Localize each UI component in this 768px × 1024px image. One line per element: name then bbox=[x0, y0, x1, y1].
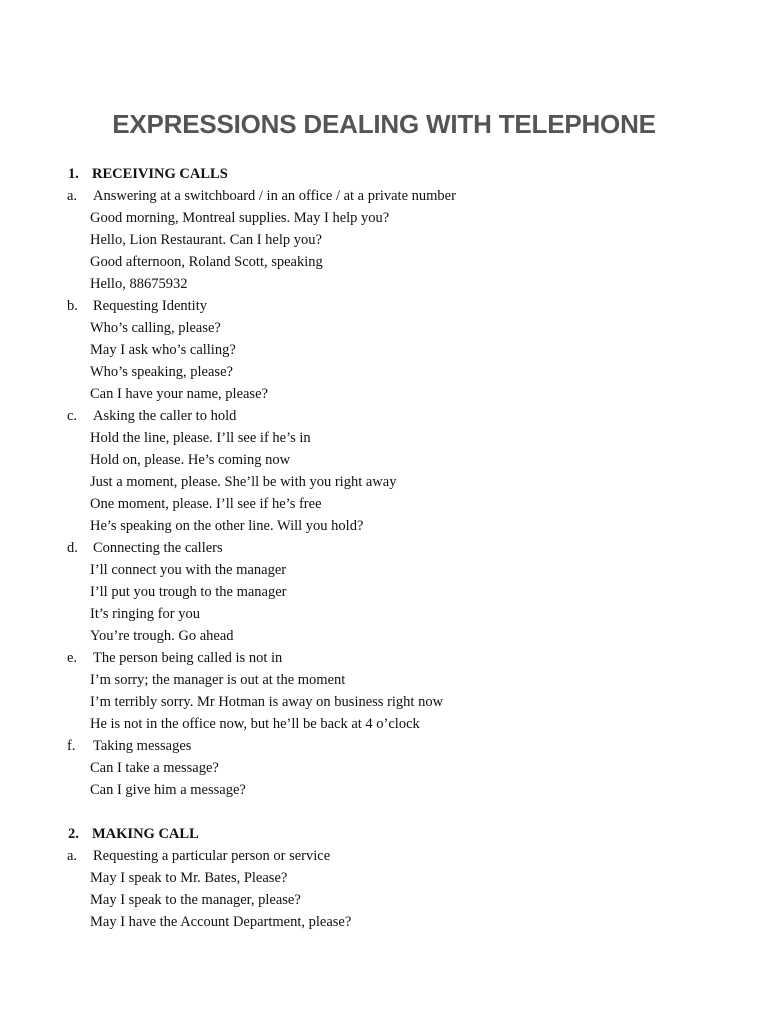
subsection-title: Connecting the callers bbox=[93, 540, 223, 556]
expression-item bbox=[0, 581, 768, 603]
expression-item bbox=[0, 229, 768, 251]
expression-item bbox=[0, 493, 768, 515]
section-heading bbox=[0, 823, 768, 845]
expression-text: I’m terribly sorry. Mr Hotman is away on business right now bbox=[90, 694, 444, 710]
expression-item bbox=[0, 515, 768, 537]
expression-item bbox=[0, 889, 768, 911]
expression-item bbox=[0, 273, 768, 295]
section-number: 2. bbox=[68, 826, 79, 842]
expression-text: Who’s speaking, please? bbox=[90, 364, 233, 380]
subsection-letter: a. bbox=[67, 188, 78, 204]
expression-text: One moment, please. I’ll see if he’s free bbox=[90, 496, 322, 512]
expression-text: Hello, 88675932 bbox=[90, 276, 188, 292]
expression-text: May I speak to the manager, please? bbox=[90, 892, 301, 908]
expression-text: It’s ringing for you bbox=[90, 606, 200, 622]
expression-text: Can I have your name, please? bbox=[90, 386, 268, 402]
expression-item bbox=[0, 427, 768, 449]
expression-item bbox=[0, 669, 768, 691]
expression-item bbox=[0, 559, 768, 581]
subsection-title: Answering at a switchboard / in an office / at a private number bbox=[93, 188, 456, 204]
expression-text: Hold on, please. He’s coming now bbox=[90, 452, 291, 468]
expression-item bbox=[0, 207, 768, 229]
section-heading bbox=[0, 163, 768, 185]
expression-text: He’s speaking on the other line. Will you hold? bbox=[90, 518, 364, 534]
expression-item bbox=[0, 251, 768, 273]
subsection-heading bbox=[0, 185, 768, 207]
subsection-title: Asking the caller to hold bbox=[93, 408, 237, 424]
section-title: MAKING CALL bbox=[92, 826, 199, 842]
subsection-heading bbox=[0, 735, 768, 757]
expression-item bbox=[0, 779, 768, 801]
expression-text: Hold the line, please. I’ll see if he’s in bbox=[90, 430, 311, 446]
subsection-letter: e. bbox=[67, 650, 78, 666]
expression-item bbox=[0, 471, 768, 493]
subsection-title: Taking messages bbox=[93, 738, 192, 754]
expression-text: Good morning, Montreal supplies. May I help you? bbox=[90, 210, 390, 226]
expression-text: Just a moment, please. She’ll be with you right away bbox=[90, 474, 397, 490]
expression-text: Can I take a message? bbox=[90, 760, 219, 776]
expression-text: May I ask who’s calling? bbox=[90, 342, 236, 358]
subsection-letter: d. bbox=[67, 540, 78, 556]
expression-item bbox=[0, 339, 768, 361]
expression-item bbox=[0, 603, 768, 625]
expression-text: Good afternoon, Roland Scott, speaking bbox=[90, 254, 323, 270]
expression-item bbox=[0, 317, 768, 339]
expression-text: Hello, Lion Restaurant. Can I help you? bbox=[90, 232, 322, 248]
expression-text: He is not in the office now, but he’ll be back at 4 o’clock bbox=[90, 716, 420, 732]
subsection-heading bbox=[0, 295, 768, 317]
expression-text: You’re trough. Go ahead bbox=[90, 628, 234, 644]
expression-item bbox=[0, 867, 768, 889]
expression-text: I’m sorry; the manager is out at the moment bbox=[90, 672, 346, 688]
expression-text: Can I give him a message? bbox=[90, 782, 246, 798]
subsection-letter: f. bbox=[67, 738, 76, 754]
expression-text: Who’s calling, please? bbox=[90, 320, 221, 336]
document-body bbox=[0, 163, 768, 933]
expression-text: May I speak to Mr. Bates, Please? bbox=[90, 870, 288, 886]
expression-item bbox=[0, 713, 768, 735]
page-title: EXPRESSIONS DEALING WITH TELEPHONE bbox=[112, 109, 656, 139]
section-number: 1. bbox=[68, 166, 79, 182]
subsection-letter: b. bbox=[67, 298, 78, 314]
subsection-title: The person being called is not in bbox=[93, 650, 283, 666]
subsection-heading bbox=[0, 537, 768, 559]
expression-item bbox=[0, 383, 768, 405]
subsection-title: Requesting Identity bbox=[93, 298, 207, 314]
expression-item bbox=[0, 691, 768, 713]
subsection-letter: c. bbox=[67, 408, 78, 424]
subsection-letter: a. bbox=[67, 848, 78, 864]
expression-item bbox=[0, 757, 768, 779]
expression-text: I’ll connect you with the manager bbox=[90, 562, 287, 578]
expression-item bbox=[0, 911, 768, 933]
section-title: RECEIVING CALLS bbox=[92, 166, 228, 182]
section-spacer bbox=[0, 801, 768, 823]
expression-text: May I have the Account Department, please? bbox=[90, 914, 352, 930]
expression-text: I’ll put you trough to the manager bbox=[90, 584, 287, 600]
expression-item bbox=[0, 361, 768, 383]
expression-item bbox=[0, 625, 768, 647]
subsection-heading bbox=[0, 845, 768, 867]
subsection-heading bbox=[0, 405, 768, 427]
subsection-title: Requesting a particular person or service bbox=[93, 848, 331, 864]
expression-item bbox=[0, 449, 768, 471]
subsection-heading bbox=[0, 647, 768, 669]
